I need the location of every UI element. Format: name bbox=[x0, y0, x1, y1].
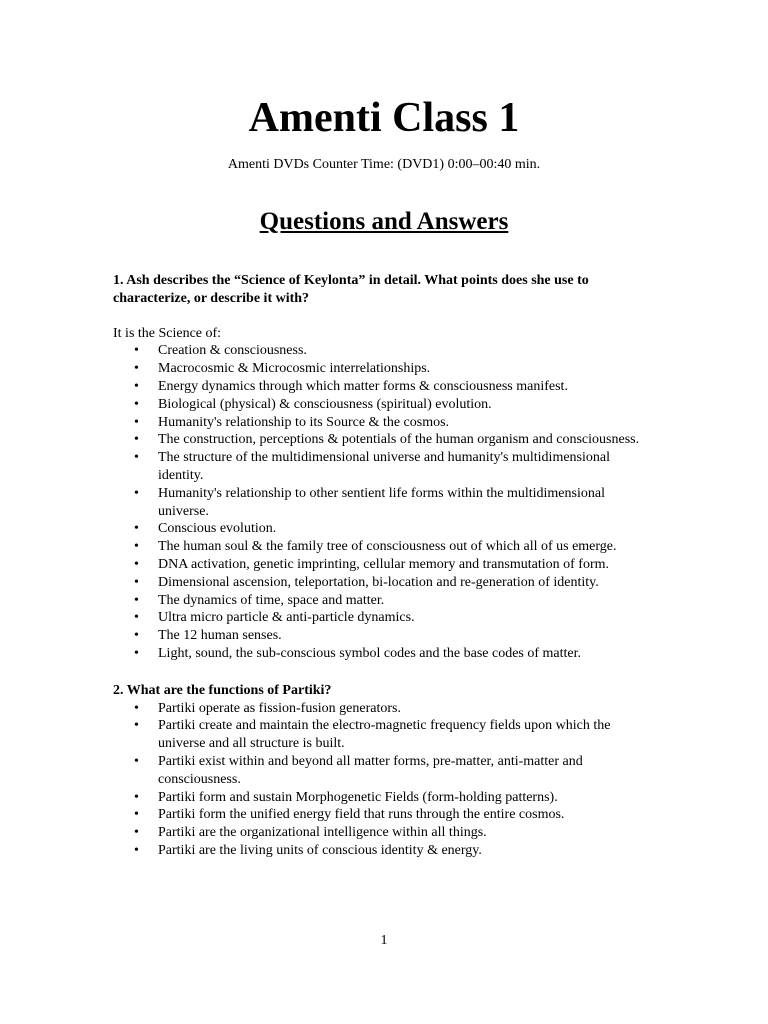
question-block-1 bbox=[113, 272, 658, 663]
question-2-text: 2. What are the functions of Partiki? bbox=[113, 682, 332, 698]
answer-item: • The human soul & the family tree of consciousness out of which all of us emerge. bbox=[113, 538, 658, 556]
answer-item: • Partiki are the organizational intelligence within all things. bbox=[113, 824, 658, 842]
section-heading: Questions and Answers bbox=[259, 208, 509, 235]
answer-item: • The structure of the multidimensional universe and humanity's multidimensional identity. bbox=[113, 449, 658, 485]
answer-item: • The 12 human senses. bbox=[113, 627, 658, 645]
answer-item: • Humanity's relationship to other sentient life forms within the multidimensional universe. bbox=[113, 485, 658, 521]
question-1-answer-list bbox=[113, 342, 658, 662]
question-2-answer-list bbox=[113, 700, 658, 860]
answer-item: • Partiki exist within and beyond all matter forms, pre-matter, anti-matter and consciousness. bbox=[113, 753, 658, 789]
question-block-2 bbox=[113, 682, 658, 860]
answer-item: • Light, sound, the sub-conscious symbol codes and the base codes of matter. bbox=[113, 645, 658, 663]
answer-item: • Biological (physical) & consciousness (spiritual) evolution. bbox=[113, 396, 658, 414]
answer-item: • Dimensional ascension, teleportation, bi-location and re-generation of identity. bbox=[113, 574, 658, 592]
answer-item: • Humanity's relationship to its Source & the cosmos. bbox=[113, 414, 658, 432]
answer-item: • Partiki create and maintain the electro-magnetic frequency fields upon which the universe and all structure is built. bbox=[113, 717, 658, 753]
answer-item: • Conscious evolution. bbox=[113, 520, 658, 538]
question-1-text: 1. Ash describes the “Science of Keylonta” in detail. What points does she use to characterize, or describe it with? bbox=[113, 273, 589, 306]
answer-item: • The construction, perceptions & potentials of the human organism and consciousness. bbox=[113, 431, 658, 449]
answer-item: • Energy dynamics through which matter forms & consciousness manifest. bbox=[113, 378, 658, 396]
answer-item: • Macrocosmic & Microcosmic interrelationships. bbox=[113, 360, 658, 378]
page-number: 1 bbox=[380, 933, 388, 948]
answer-item: • Partiki are the living units of conscious identity & energy. bbox=[113, 842, 658, 860]
answer-item: • Partiki form and sustain Morphogenetic Fields (form-holding patterns). bbox=[113, 789, 658, 807]
answer-item: • The dynamics of time, space and matter. bbox=[113, 592, 658, 610]
answer-item: • Ultra micro particle & anti-particle dynamics. bbox=[113, 609, 658, 627]
answer-item: • DNA activation, genetic imprinting, cellular memory and transmutation of form. bbox=[113, 556, 658, 574]
answer-item: • Creation & consciousness. bbox=[113, 342, 658, 360]
question-1-intro: It is the Science of: bbox=[113, 325, 222, 341]
qa-content bbox=[113, 272, 658, 860]
document-title: Amenti Class 1 bbox=[248, 95, 520, 141]
answer-item: • Partiki operate as fission-fusion generators. bbox=[113, 700, 658, 718]
document-subtitle: Amenti DVDs Counter Time: (DVD1) 0:00–00:40 min. bbox=[227, 157, 541, 172]
answer-item: • Partiki form the unified energy field that runs through the entire cosmos. bbox=[113, 806, 658, 824]
